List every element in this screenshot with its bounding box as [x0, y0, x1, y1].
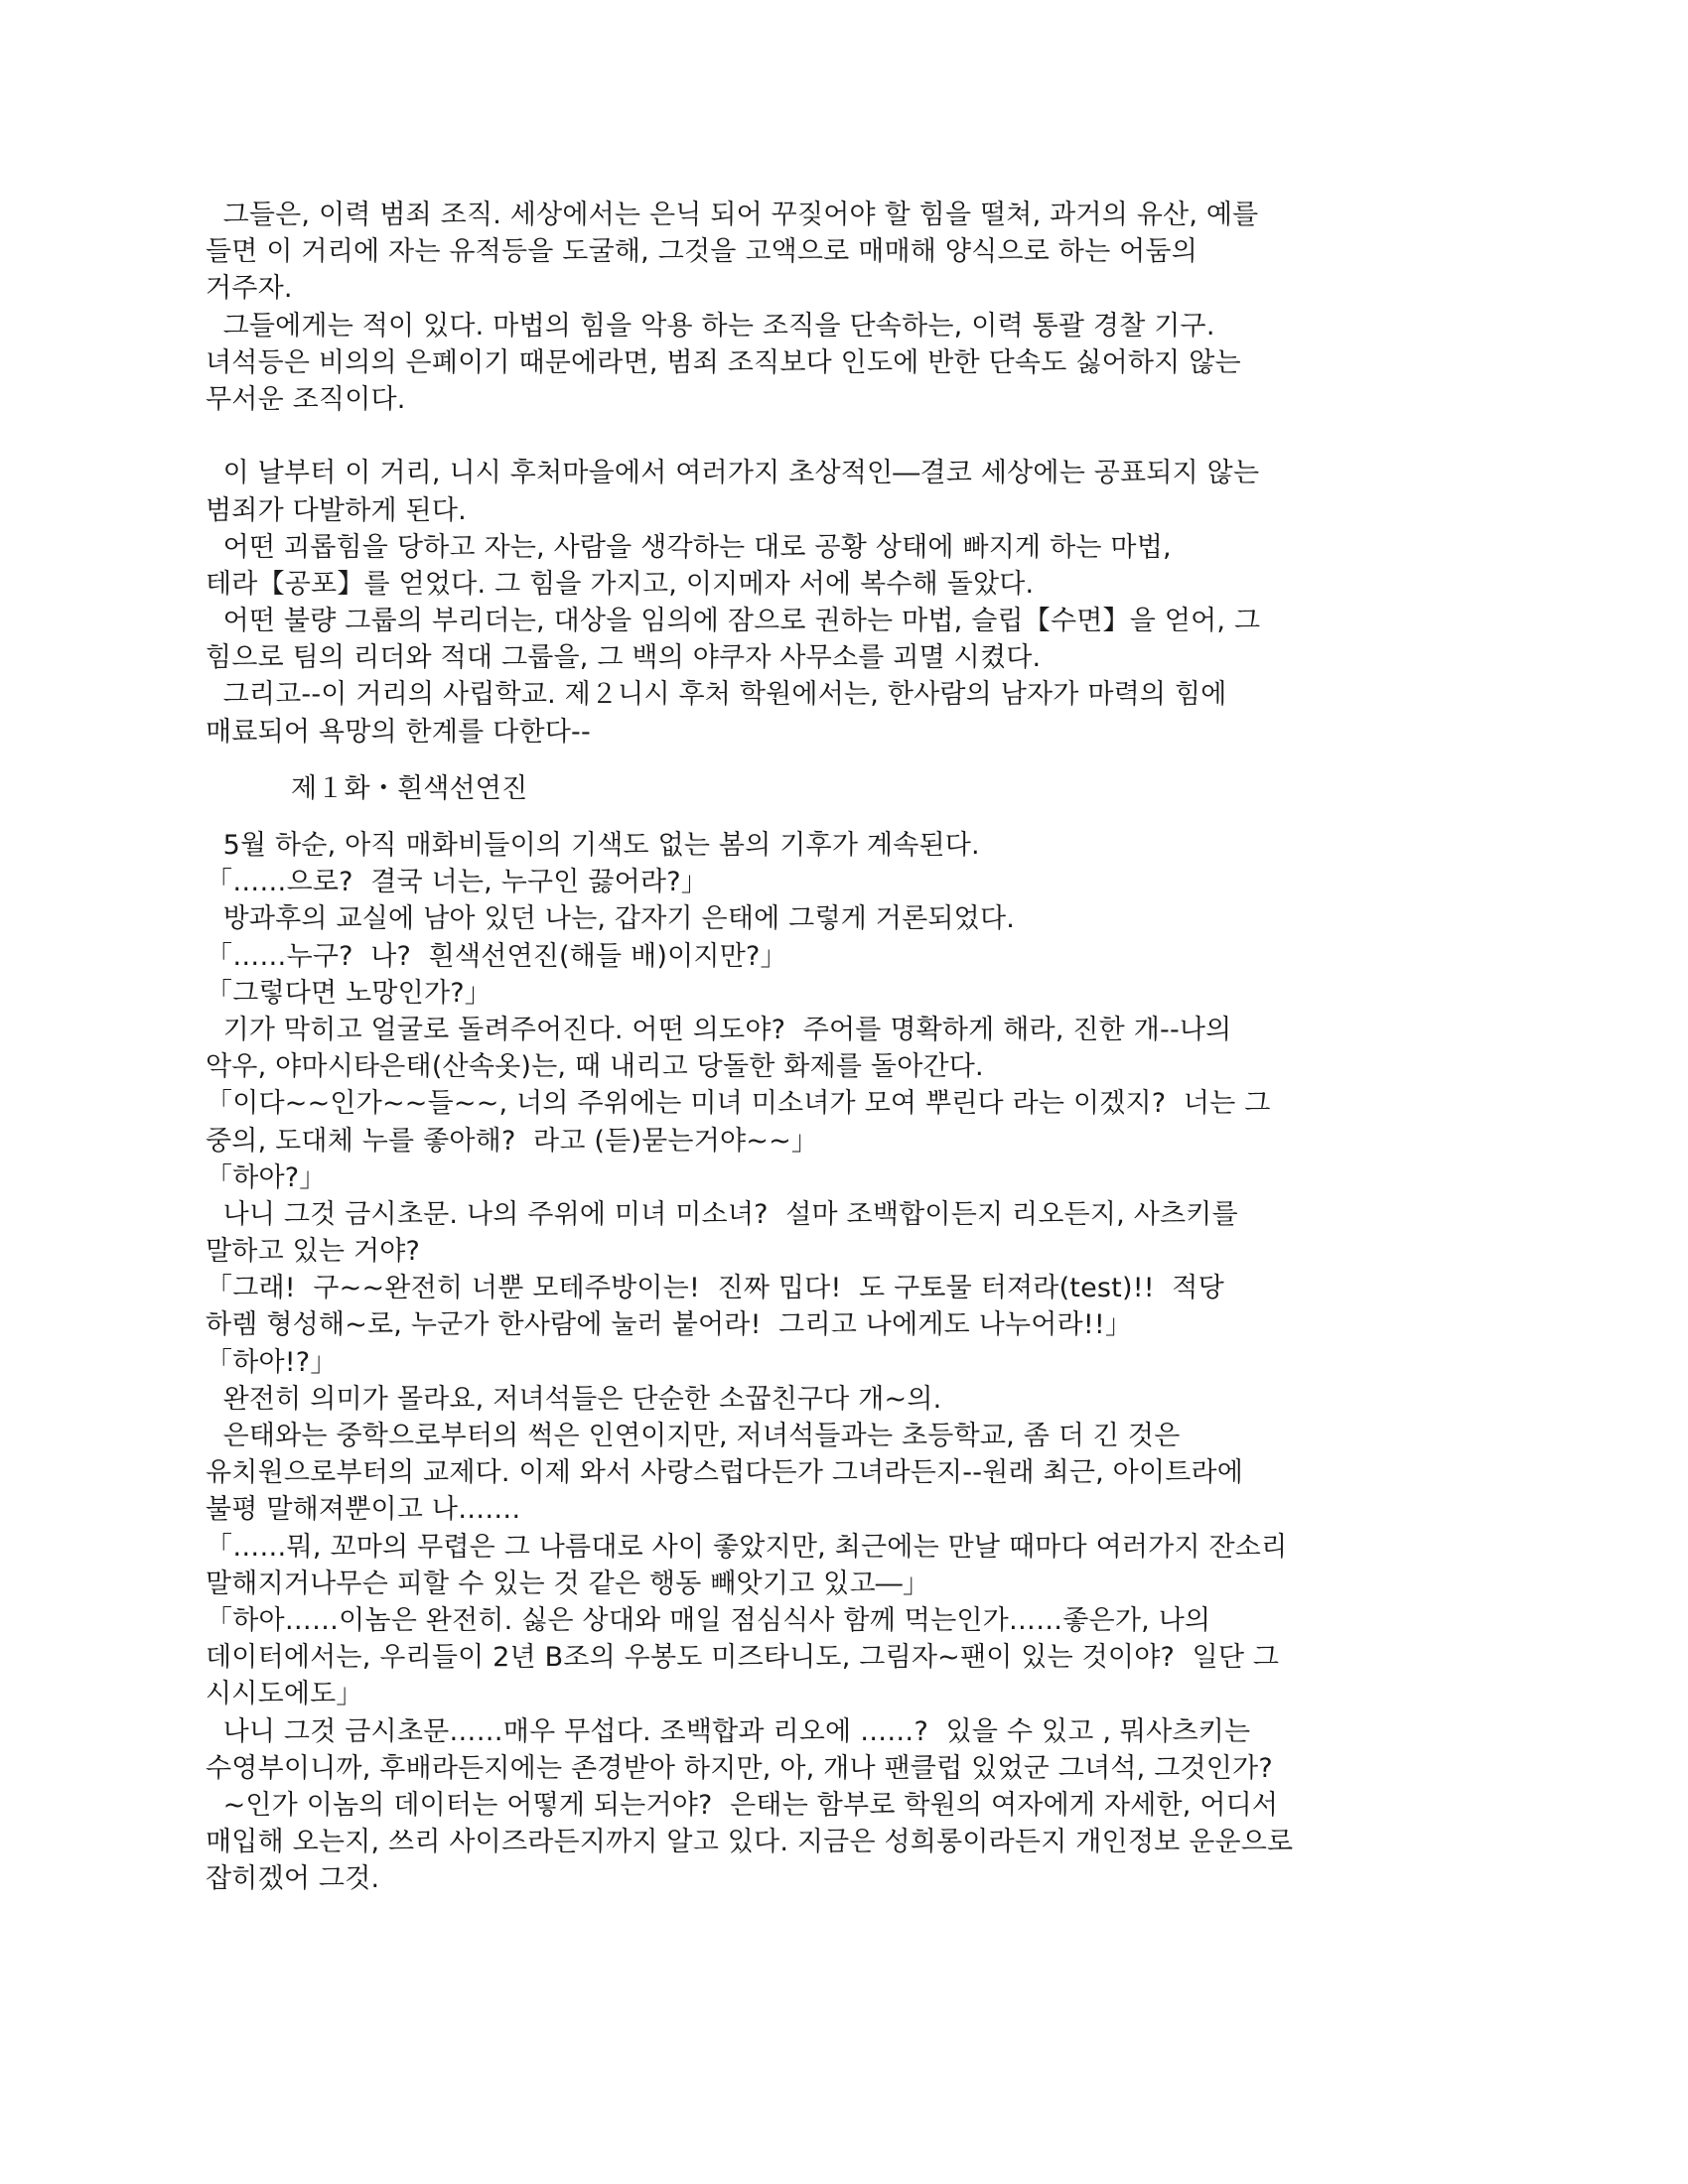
text-line: 그리고--이 거리의 사립학교. 제２니시 후처 학원에서는, 한사람의 남자가 마력의 힘에 [206, 679, 1227, 711]
text-line: 기가 막히고 얼굴로 돌려주어진다. 어떤 의도야? 주어를 명확하게 해라, 진한 개--나의 [206, 1014, 1232, 1045]
text-line: 방과후의 교실에 남아 있던 나는, 갑자기 은태에 그렇게 거론되었다. [206, 903, 1016, 935]
text-line: 불평 말해져뿐이고 나……. [206, 1494, 521, 1526]
text-line: 「그렇다면 노망인가?」 [206, 977, 492, 1009]
text-line: 시시도에도」 [206, 1679, 363, 1710]
paragraph [206, 455, 1486, 528]
text-line: 그들에게는 적이 있다. 마법의 힘을 악용 하는 조직을 단속하는, 이력 통괄 경찰 기구. [206, 310, 1215, 341]
text-line: 5월 하순, 아직 매화비들이의 기색도 없는 봄의 기후가 계속된다. [206, 830, 980, 861]
text-line: 「이다~~인가~~들~~, 너의 주위에는 미녀 미소녀가 모여 뿌린다 라는 이겠지? 너는 그 [206, 1088, 1271, 1120]
text-line: 「하아……이놈은 완전히. 싫은 상대와 매일 점심식사 함께 먹는인가……좋은가, 나의 [206, 1604, 1211, 1636]
chapter-title: 제１화・흰색선연진 [291, 772, 528, 804]
paragraph [206, 197, 1486, 308]
text-line: 「그래! 구~~완전히 너뿐 모테주방이는! 진짜 밉다! 도 구토물 터져라(test)!! 적당 [206, 1273, 1224, 1304]
paragraph [206, 603, 1486, 676]
blank-line [206, 418, 1486, 455]
text-line: 「……뭐, 꼬마의 무렵은 그 나름대로 사이 좋았지만, 최근에는 만날 때마다 여러가지 잔소리 [206, 1531, 1288, 1563]
text-line: 들면 이 거리에 자는 유적등을 도굴해, 그것을 고액으로 매매해 양식으로 하는 어둠의 [206, 236, 1197, 268]
text-line: 말해지거나무슨 피할 수 있는 것 같은 행동 빼앗기고 있고―」 [206, 1568, 930, 1599]
text-line: 「……누구? 나? 흰색선연진(해들 배)이지만?」 [206, 940, 787, 972]
story-body [206, 827, 1486, 1897]
text-line: 이 날부터 이 거리, 니시 후처마을에서 여러가지 초상적인―결코 세상에는 공표되지 않는 [206, 458, 1260, 489]
text-line: 힘으로 팀의 리더와 적대 그룹을, 그 백의 야쿠자 사무소를 괴멸 시켰다. [206, 642, 1042, 674]
text-line: 완전히 의미가 몰라요, 저녀석들은 단순한 소꿉친구다 개~의. [206, 1383, 942, 1415]
text-line: 거주자. [206, 273, 293, 305]
paragraph [206, 308, 1486, 419]
text-line: 녀석등은 비의의 은폐이기 때문에라면, 범죄 조직보다 인도에 반한 단속도 싫어하지 않는 [206, 346, 1241, 378]
text-line: 매입해 오는지, 쓰리 사이즈라든지까지 알고 있다. 지금은 성희롱이라든지 개인정보 운운으로 [206, 1827, 1294, 1858]
text-line: 「하아!?」 [206, 1346, 338, 1378]
text-line: 매료되어 욕망의 한계를 다한다-- [206, 716, 591, 748]
document-page [206, 197, 1486, 2083]
text-line: 하렘 형성해~로, 누군가 한사람에 눌러 붙어라! 그리고 나에게도 나누어라!!」 [206, 1309, 1133, 1341]
text-line: 은태와는 중학으로부터의 썩은 인연이지만, 저녀석들과는 초등학교, 좀 더 긴 것은 [206, 1421, 1181, 1451]
text-line: 중의, 도대체 누를 좋아해? 라고 (듣)묻는거야~~」 [206, 1125, 819, 1157]
text-line: 그들은, 이력 범죄 조직. 세상에서는 은닉 되어 꾸짖어야 할 힘을 떨쳐, 과거의 유산, 예를 [206, 200, 1259, 230]
paragraph [206, 676, 1486, 750]
text-line: 악우, 야마시타은태(산속옷)는, 때 내리고 당돌한 화제를 돌아간다. [206, 1051, 984, 1083]
text-line: 유치원으로부터의 교제다. 이제 와서 사랑스럽다든가 그녀라든지--원래 최근, 아이트라에 [206, 1457, 1244, 1489]
text-line: 말하고 있는 거야? [206, 1236, 421, 1268]
text-line: 「……으로? 결국 너는, 누구인 끓어라?」 [206, 867, 708, 898]
text-line: 무서운 조직이다. [206, 383, 406, 415]
prologue [206, 197, 1486, 751]
text-line: 데이터에서는, 우리들이 2년 B조의 우봉도 미즈타니도, 그림자~팬이 있는 것이야? 일단 그 [206, 1642, 1280, 1674]
text-line: 나니 그것 금시초문……매우 무섭다. 조백합과 리오에 ……? 있을 수 있고 , 뭐사츠키는 [206, 1715, 1251, 1747]
text-line: 수영부이니까, 후배라든지에는 존경받아 하지만, 아, 개나 팬클럽 있었군 그녀석, 그것인가? [206, 1752, 1273, 1784]
text-line: 어떤 불량 그룹의 부리더는, 대상을 임의에 잠으로 권하는 마법, 슬립【수면】을 얻어, 그 [206, 606, 1261, 637]
text-line: 테라【공포】를 얻었다. 그 힘을 가지고, 이지메자 서에 복수해 돌았다. [206, 568, 1035, 600]
text-line: 나니 그것 금시초문. 나의 주위에 미녀 미소녀? 설마 조백합이든지 리오든지, 사츠키를 [206, 1198, 1238, 1230]
text-line: 「하아?」 [206, 1161, 327, 1193]
text-line: 잡히겠어 그것. [206, 1863, 380, 1895]
paragraph [206, 529, 1486, 603]
text-line: 범죄가 다발하게 된다. [206, 494, 467, 526]
text-line: 어떤 괴롭힘을 당하고 자는, 사람을 생각하는 대로 공황 상태에 빠지게 하는 마법, [206, 531, 1172, 563]
text-line: ~인가 이놈의 데이터는 어떻게 되는거야? 은태는 함부로 학원의 여자에게 자세한, 어디서 [206, 1789, 1279, 1821]
